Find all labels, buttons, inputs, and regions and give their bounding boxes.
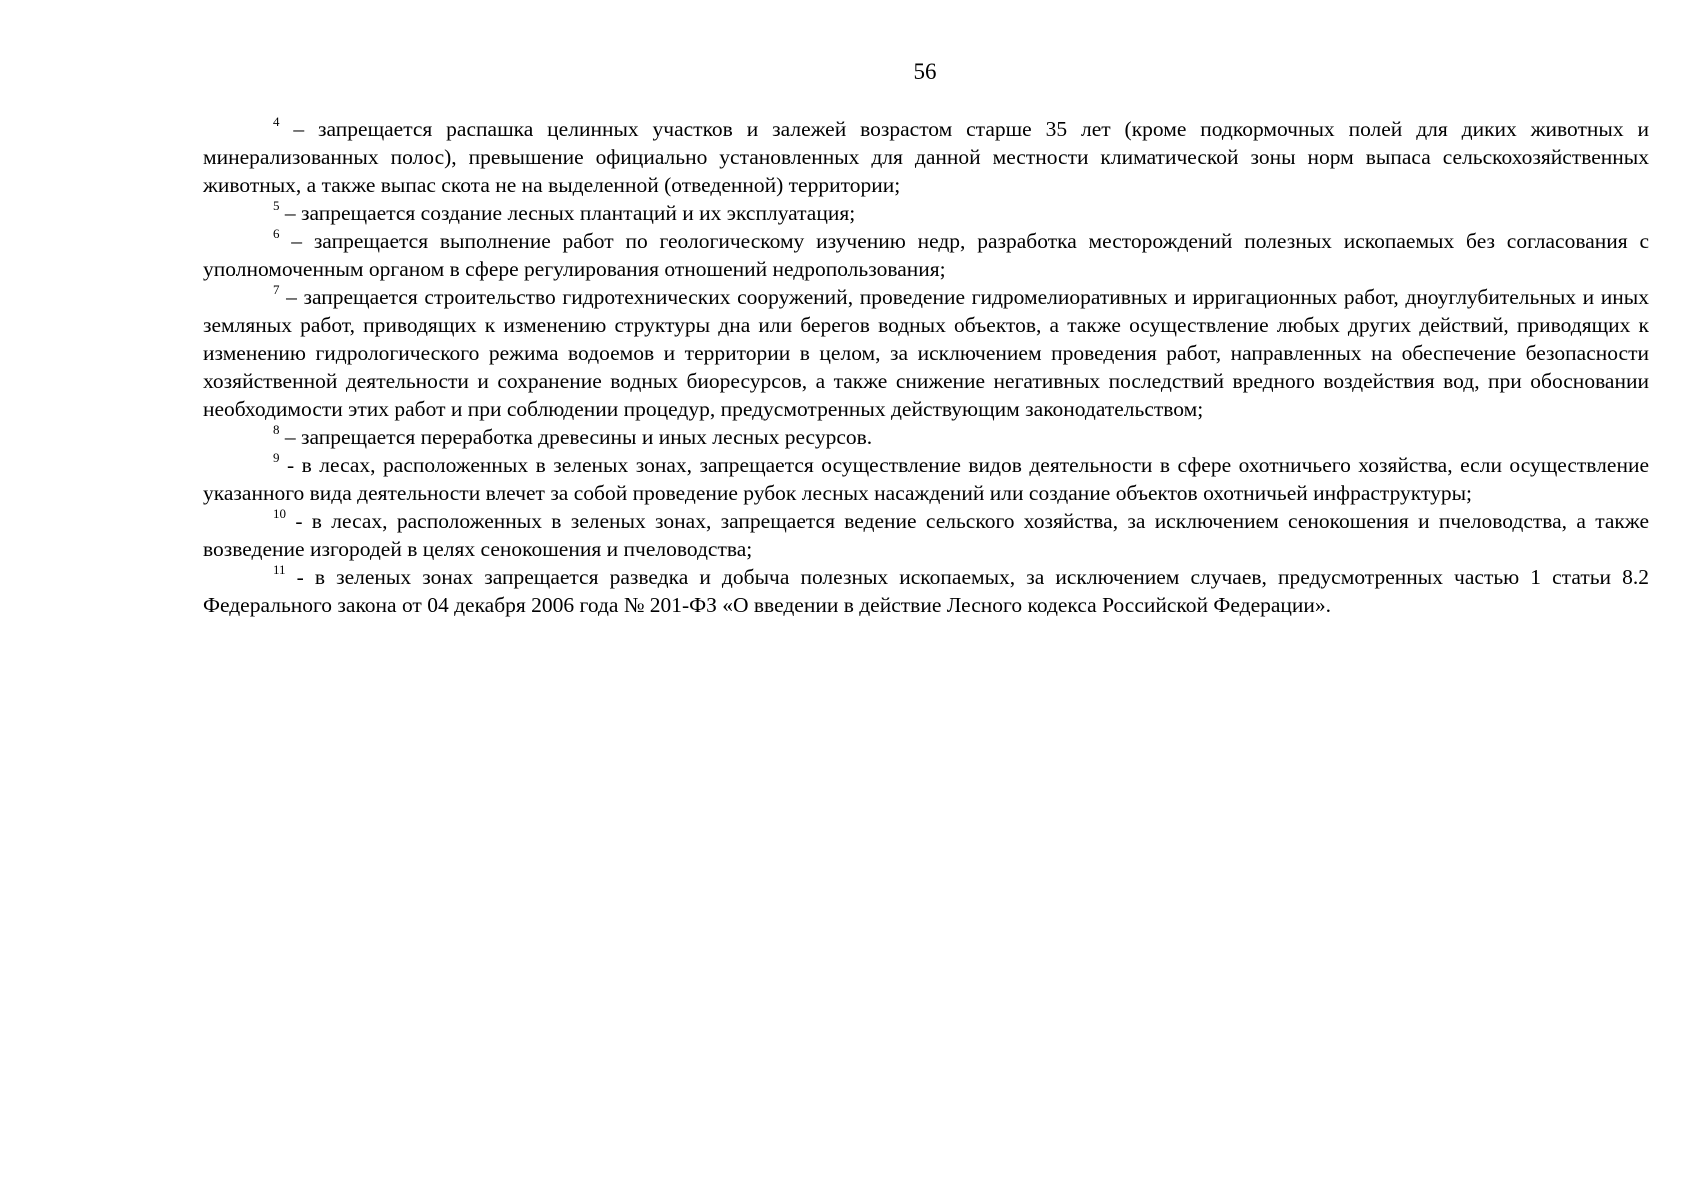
footnote-mark: 9 [273,449,280,465]
footnote-text: - в лесах, расположенных в зеленых зонах, запрещается осуществление видов деятельности в сфере охотничьего хозяйства, если осуществление указанного вида деятельности влечет за собой проведение рубок лесных насаждений или создание объектов охотничьей инфраструктуры; [203,453,1649,505]
footnote-8 [203,423,1649,451]
footnote-11 [203,563,1649,619]
footnote-text: – запрещается распашка целинных участков и залежей возрастом старше 35 лет (кроме подкормочных полей для диких животных и минерализованных полос), превышение официально установленных для данной местности климатической зоны норм выпаса сельскохозяйственных животных, а также выпас скота не на выделенной (отведенной) территории; [203,117,1649,197]
footnote-mark: 8 [273,421,280,437]
footnote-mark: 7 [273,281,280,297]
footnote-mark: 10 [273,505,286,521]
footnote-9 [203,451,1649,507]
footnote-5 [203,199,1649,227]
footnote-text: – запрещается строительство гидротехнических сооружений, проведение гидромелиоративных и ирригационных работ, дноуглубительных и иных земляных работ, приводящих к изменению структуры дна или берегов водных объектов, а также осуществление любых других действий, приводящих к изменению гидрологического режима водоемов и территории в целом, за исключением проведения работ, направленных на обеспечение безопасности хозяйственной деятельности и сохранение водных биоресурсов, а также снижение негативных последствий вредного воздействия вод, при обосновании необходимости этих работ и при соблюдении процедур, предусмотренных действующим законодательством; [203,285,1649,421]
footnote-mark: 4 [273,113,280,129]
footnote-text: - в лесах, расположенных в зеленых зонах, запрещается ведение сельского хозяйства, за исключением сенокошения и пчеловодства, а также возведение изгородей в целях сенокошения и пчеловодства; [203,509,1649,561]
footnote-mark: 5 [273,197,280,213]
footnote-text: – запрещается создание лесных плантаций и их эксплуатация; [279,201,856,225]
footnote-text: – запрещается переработка древесины и иных лесных ресурсов. [279,425,873,449]
footnote-text: – запрещается выполнение работ по геологическому изучению недр, разработка месторождений полезных ископаемых без согласования с уполномоченным органом в сфере регулирования отношений недропользования; [203,229,1649,281]
page-number: 56 [913,59,937,84]
footnote-mark: 11 [273,561,286,577]
footnote-6 [203,227,1649,283]
footnote-text: - в зеленых зонах запрещается разведка и добыча полезных ископаемых, за исключением случаев, предусмотренных частью 1 статьи 8.2 Федерального закона от 04 декабря 2006 года № 201-ФЗ «О введении в действие Лесного кодекса Российской Федерации». [203,565,1649,617]
footnote-7 [203,283,1649,423]
footnotes-list [203,115,1649,619]
footnote-10 [203,507,1649,563]
footnote-4 [203,115,1649,199]
footnote-mark: 6 [273,225,280,241]
